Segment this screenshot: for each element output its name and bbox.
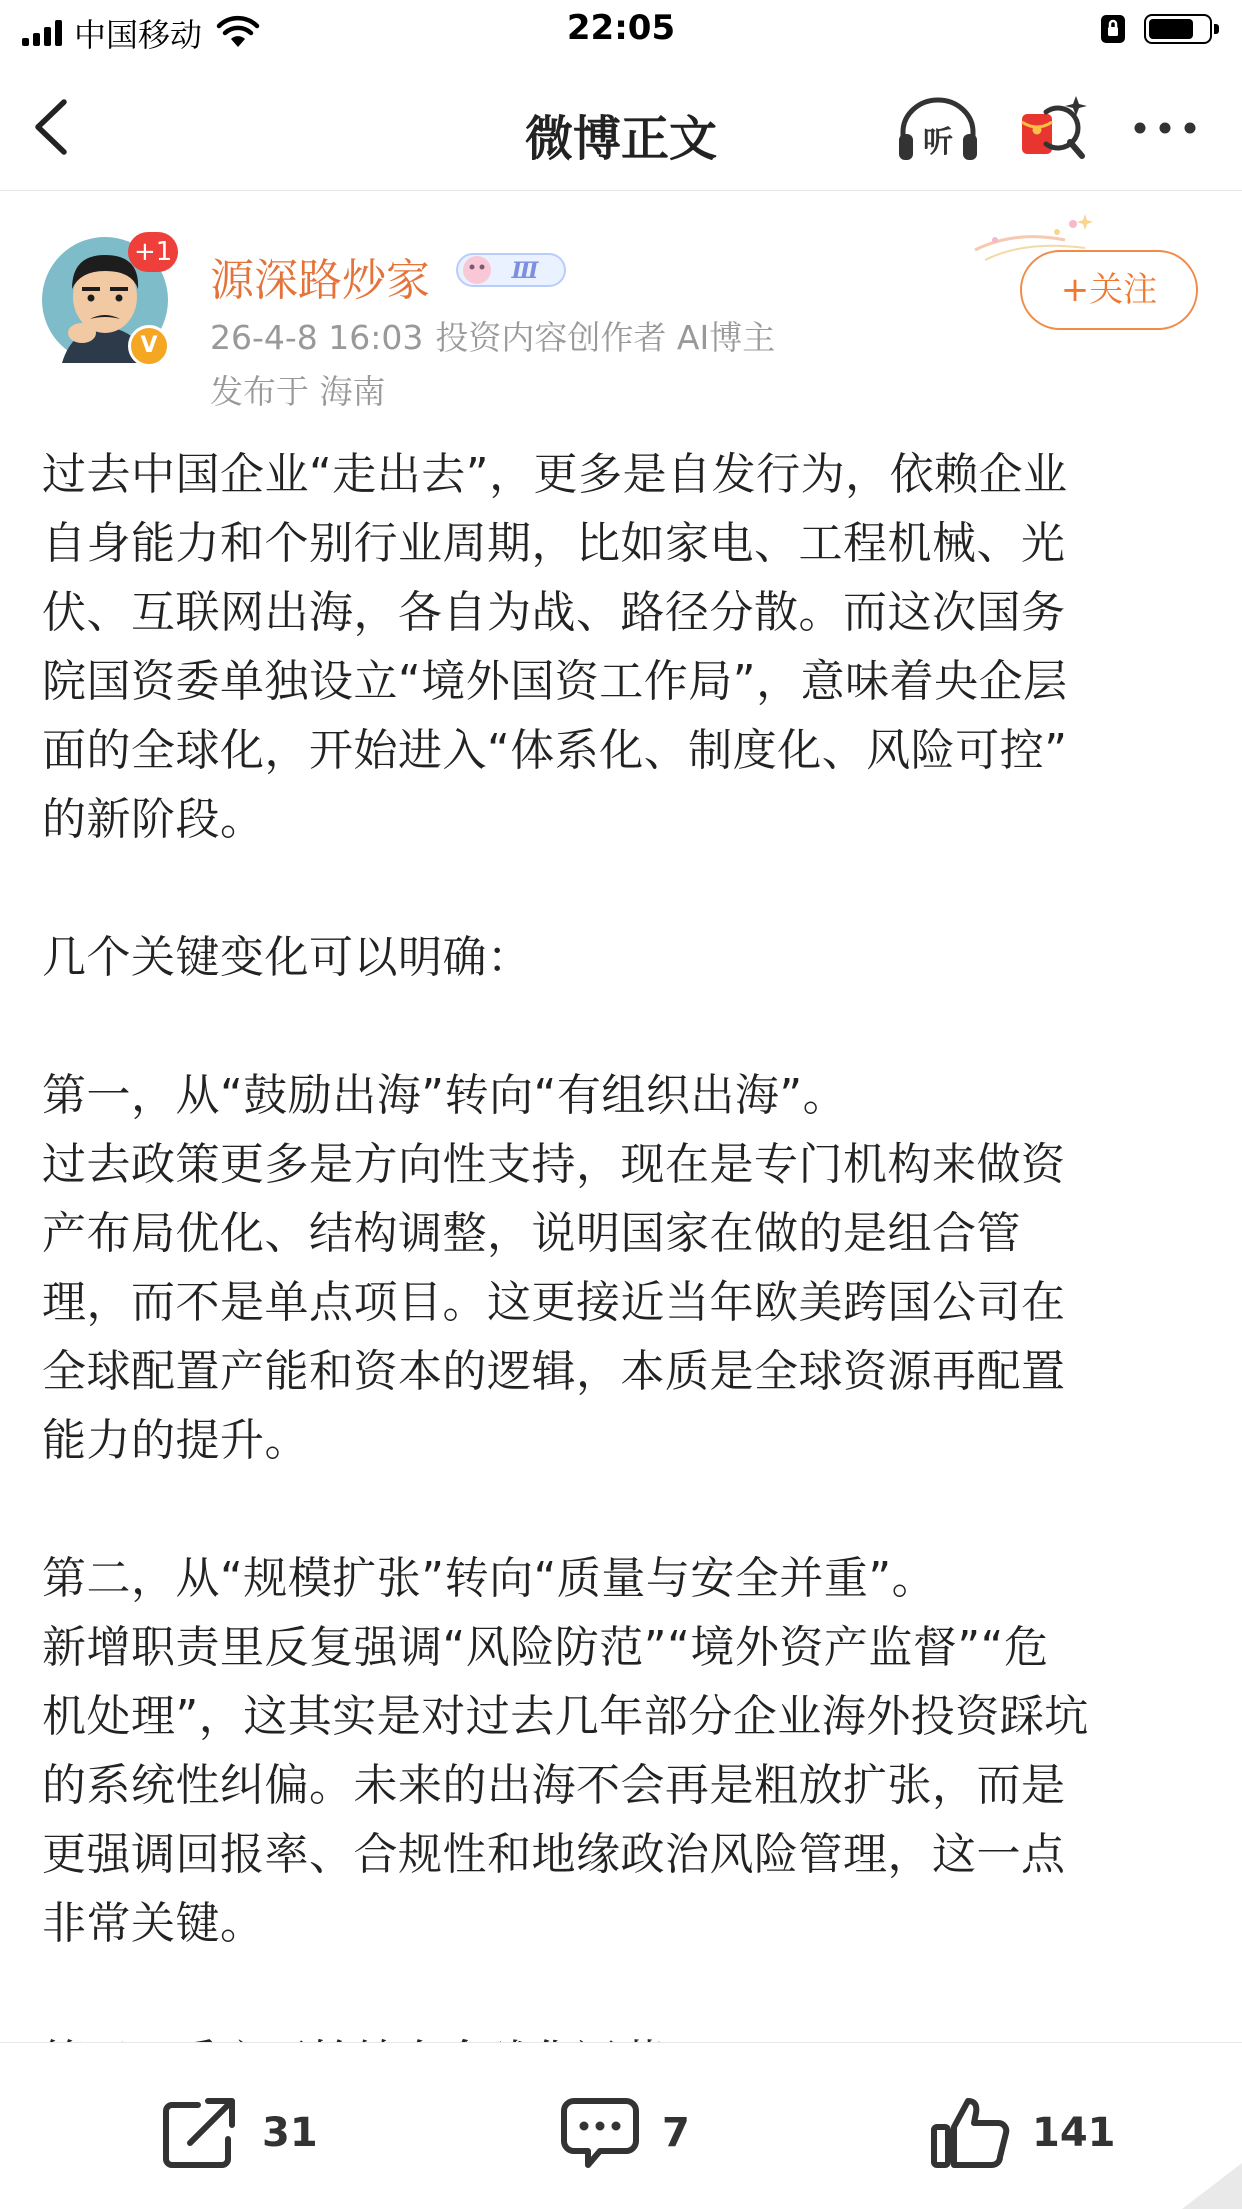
post-line: 第一，从“鼓励出海”转向“有组织出海”。: [42, 1070, 848, 1121]
comment-button[interactable]: [560, 2095, 690, 2171]
like-icon: [930, 2095, 1010, 2171]
post-line: 的新阶段。: [42, 794, 265, 845]
post-line: 非常关键。: [42, 1898, 265, 1949]
like-button[interactable]: [930, 2095, 1116, 2171]
post-location: 发布于 海南: [210, 372, 386, 411]
listen-headphones-icon[interactable]: [895, 94, 981, 164]
post-content: [42, 440, 1207, 2040]
post-line: 的系统性纠偏。未来的出海不会再是粗放扩张，而是: [42, 1760, 1066, 1811]
post-line: 伏、互联网出海，各自为战、路径分散。而这次国务: [42, 587, 1066, 638]
post-date: 26-4-8 16:03: [210, 318, 424, 357]
post-line: 院国资委单独设立“境外国资工作局”，意味着央企层: [42, 656, 1068, 707]
orientation-lock-icon: [1100, 14, 1126, 44]
share-button[interactable]: [160, 2095, 318, 2171]
page-title: 微博正文: [524, 111, 717, 167]
verified-badge: V: [128, 325, 170, 367]
author-name[interactable]: 源深路炒家: [210, 255, 430, 306]
share-icon: [160, 2095, 240, 2171]
comment-icon: [560, 2095, 640, 2171]
post-line: 过去中国企业“走出去”，更多是自发行为，依赖企业: [42, 449, 1068, 500]
blank-line: [42, 1958, 1207, 2027]
listen-label: 听: [923, 125, 953, 160]
author-tags: 投资内容创作者 AI博主: [435, 318, 776, 357]
status-bar: [0, 0, 1242, 62]
red-packet-search-icon[interactable]: [1018, 92, 1090, 164]
post-line: 过去政策更多是方向性支持，现在是专门机构来做资: [42, 1139, 1066, 1190]
post-line: 机处理”，这其实是对过去几年部分企业海外投资踩坑: [42, 1691, 1089, 1742]
blank-line: [42, 854, 1207, 923]
comment-count: 7: [662, 2110, 690, 2156]
post-line: 理，而不是单点项目。这更接近当年欧美跨国公司在: [42, 1277, 1066, 1328]
carrier-label: 中国移动: [74, 16, 203, 54]
post-line: 几个关键变化可以明确：: [42, 932, 532, 983]
post-line: 产布局优化、结构调整，说明国家在做的是组合管: [42, 1208, 1021, 1259]
member-level-text: Ⅲ: [511, 258, 539, 284]
post-line: 全球配置产能和资本的逻辑，本质是全球资源再配置: [42, 1346, 1066, 1397]
bottom-action-bar: [0, 2042, 1242, 2209]
post-line: 能力的提升。: [42, 1415, 309, 1466]
nav-bar: [0, 62, 1242, 191]
post-line: 面的全球化，开始进入“体系化、制度化、风险可控”: [42, 725, 1068, 776]
battery-icon: [1144, 14, 1212, 44]
blank-line: [42, 1475, 1207, 1544]
status-right: [1100, 14, 1212, 44]
post-line: 新增职责里反复强调“风险防范”“境外资产监督”“危: [42, 1622, 1049, 1673]
more-icon[interactable]: [1130, 116, 1200, 140]
follow-button[interactable]: +关注: [1020, 250, 1198, 330]
notification-badge: +1: [128, 232, 178, 272]
member-level-badge[interactable]: [455, 250, 567, 290]
post-line: 第二，从“规模扩张”转向“质量与安全并重”。: [42, 1553, 937, 1604]
clock: 22:05: [566, 8, 676, 48]
post-meta: [210, 312, 787, 359]
like-count: 141: [1032, 2110, 1116, 2156]
corner-indicator-icon: [1182, 2163, 1242, 2209]
blank-line: [42, 992, 1207, 1061]
post-line: 更强调回报率、合规性和地缘政治风险管理，这一点: [42, 1829, 1066, 1880]
post-line: 自身能力和个别行业周期，比如家电、工程机械、光: [42, 518, 1066, 569]
share-count: 31: [262, 2110, 318, 2156]
